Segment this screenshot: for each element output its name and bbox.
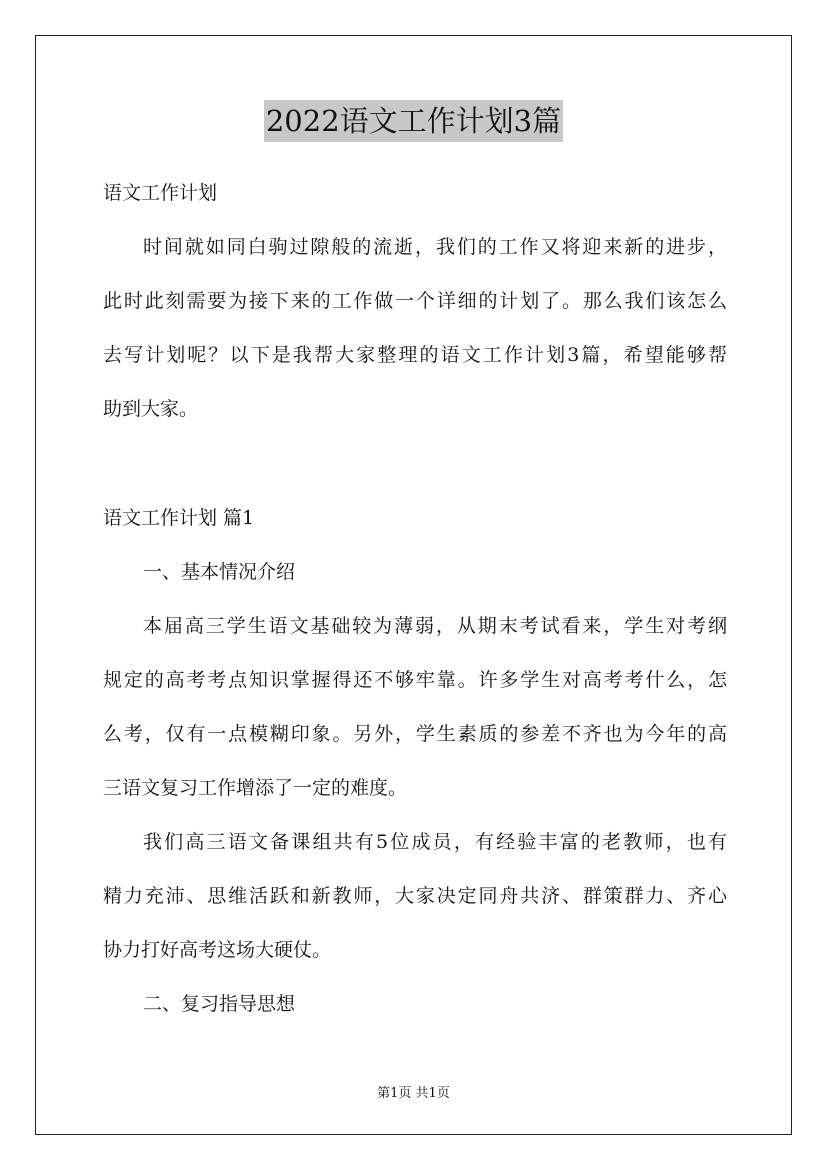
paragraph-line: 三语文复习工作增添了一定的难度。 — [103, 777, 408, 799]
paragraph-line: 规定的高考考点知识掌握得还不够牢靠。许多学生对高考考什么，怎 — [103, 669, 727, 691]
section-heading: 语文工作计划 篇1 — [103, 507, 255, 529]
subsection-heading: 一、基本情况介绍 — [143, 561, 296, 583]
intro-line: 助到大家。 — [103, 398, 199, 420]
paragraph-line: 本届高三学生语文基础较为薄弱，从期末考试看来，学生对考纲 — [143, 615, 727, 637]
intro-heading: 语文工作计划 — [103, 182, 218, 204]
page-footer: 第1页 共1页 — [377, 1086, 450, 1101]
document-title: 2022语文工作计划3篇 — [264, 100, 563, 142]
document-title-wrapper — [0, 100, 827, 142]
paragraph-line: 我们高三语文备课组共有5位成员，有经验丰富的老教师，也有 — [143, 831, 727, 853]
intro-line: 去写计划呢？以下是我帮大家整理的语文工作计划3篇，希望能够帮 — [103, 344, 727, 366]
paragraph-line: 么考，仅有一点模糊印象。另外，学生素质的参差不齐也为今年的高 — [103, 723, 727, 745]
paragraph-line: 协力打好高考这场大硬仗。 — [103, 939, 332, 961]
intro-line: 此时此刻需要为接下来的工作做一个详细的计划了。那么我们该怎么 — [103, 290, 727, 312]
subsection-heading: 二、复习指导思想 — [143, 993, 296, 1015]
intro-line: 时间就如同白驹过隙般的流逝，我们的工作又将迎来新的进步， — [143, 236, 727, 258]
paragraph-line: 精力充沛、思维活跃和新教师，大家决定同舟共济、群策群力、齐心 — [103, 885, 727, 907]
